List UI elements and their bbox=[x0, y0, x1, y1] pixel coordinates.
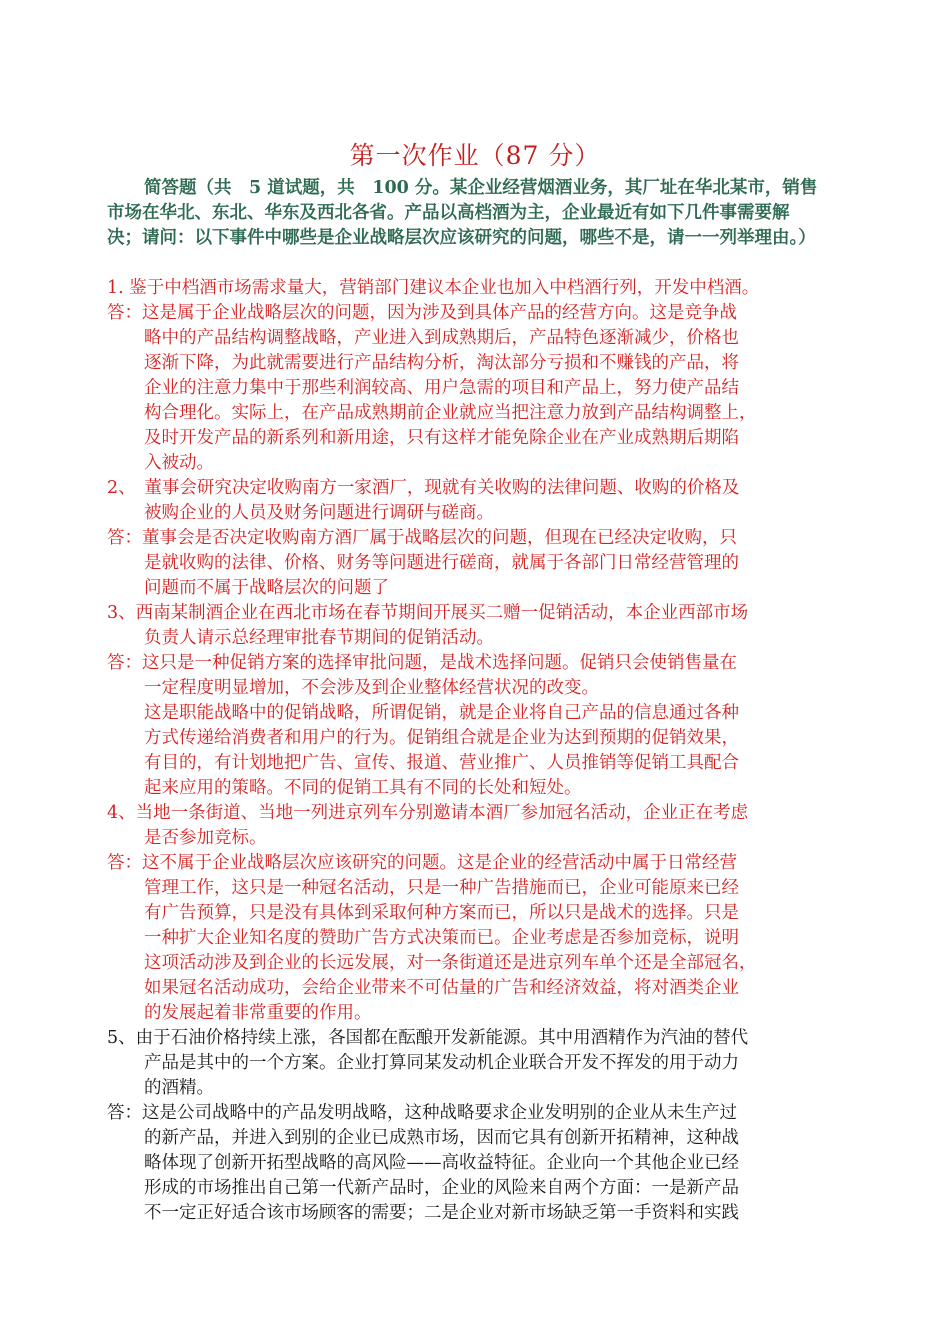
answer-4-line: 答：这不属于企业战略层次应该研究的问题。这是企业的经营活动中属于日常经营 bbox=[107, 853, 737, 873]
answer-5 bbox=[107, 1101, 819, 1226]
answer-3-line: 方式传递给消费者和用户的行为。促销组合就是企业为达到预期的促销效果， bbox=[144, 728, 739, 748]
page-title: 第一次作业（87 分） bbox=[349, 141, 601, 170]
answer-4-line: 的发展起着非常重要的作用。 bbox=[144, 1003, 372, 1023]
answer-1-line: 逐渐下降，为此就需要进行产品结构分析，淘汰部分亏损和不赚钱的产品，将 bbox=[144, 353, 739, 373]
question-2-line: 被购企业的人员及财务问题进行调研与磋商。 bbox=[144, 503, 494, 523]
answer-4-line: 如果冠名活动成功，会给企业带来不可估量的广告和经济效益，将对酒类企业 bbox=[144, 978, 739, 998]
intro-text: 简答题（共 5 道试题，共 100 分。某企业经营烟酒业务，其厂址在华北某市，销售市场在华北、东北、华东及西北各省。产品以高档酒为主，企业最近有如下几件事需要解决；请问：以下事件中哪些是企业战略层次应该研究的问题，哪些不是，请一一列举理由。） bbox=[107, 178, 818, 248]
question-1 bbox=[107, 276, 819, 301]
answer-4-line: 管理工作，这只是一种冠名活动，只是一种广告措施而已，企业可能原来已经 bbox=[144, 878, 739, 898]
question-1-line: 1. 鉴于中档酒市场需求量大，营销部门建议本企业也加入中档酒行列，开发中档酒。 bbox=[107, 278, 760, 298]
answer-2-line: 问题而不属于战略层次的问题了 bbox=[144, 578, 389, 598]
question-5 bbox=[107, 1026, 819, 1101]
answer-4-line: 一种扩大企业知名度的赞助广告方式决策而已。企业考虑是否参加竞标，说明 bbox=[144, 928, 739, 948]
answer-2-line: 答：董事会是否决定收购南方酒厂属于战略层次的问题，但现在已经决定收购，只 bbox=[107, 528, 737, 548]
answer-3-line: 答：这只是一种促销方案的选择审批问题，是战术选择问题。促销只会使销售量在 bbox=[107, 653, 737, 673]
question-3-line: 负责人请示总经理审批春节期间的促销活动。 bbox=[144, 628, 494, 648]
question-2 bbox=[107, 476, 819, 526]
question-3-line: 3、西南某制酒企业在西北市场在春节期间开展买二赠一促销活动，本企业西部市场 bbox=[107, 603, 749, 623]
answer-4 bbox=[107, 851, 819, 1026]
answer-3-line: 有目的，有计划地把广告、宣传、报道、营业推广、人员推销等促销工具配合 bbox=[144, 753, 739, 773]
question-5-line: 产品是其中的一个方案。企业打算同某发动机企业联合开发不挥发的用于动力 bbox=[144, 1053, 739, 1073]
answer-4-line: 这项活动涉及到企业的长远发展，对一条街道还是进京列车单个还是全部冠名， bbox=[144, 953, 757, 973]
answer-1 bbox=[107, 301, 819, 476]
answer-1-line: 企业的注意力集中于那些利润较高、用户急需的项目和产品上，努力使产品结 bbox=[144, 378, 739, 398]
question-4 bbox=[107, 801, 819, 851]
answer-3-line: 起来应用的策略。不同的促销工具有不同的长处和短处。 bbox=[144, 778, 582, 798]
answer-3-line: 一定程度明显增加，不会涉及到企业整体经营状况的改变。 bbox=[144, 678, 599, 698]
question-3 bbox=[107, 601, 819, 651]
answer-1-line: 答：这是属于企业战略层次的问题，因为涉及到具体产品的经营方向。这是竞争战 bbox=[107, 303, 737, 323]
answer-2-line: 是就收购的法律、价格、财务等问题进行磋商，就属于各部门日常经营管理的 bbox=[144, 553, 739, 573]
answer-1-line: 构合理化。实际上，在产品成熟期前企业就应当把注意力放到产品结构调整上， bbox=[144, 403, 757, 423]
question-4-line: 4、当地一条街道、当地一列进京列车分别邀请本酒厂参加冠名活动，企业正在考虑 bbox=[107, 803, 749, 823]
question-2-line: 2、 董事会研究决定收购南方一家酒厂，现就有关收购的法律问题、收购的价格及 bbox=[107, 478, 740, 498]
answer-5-line: 略体现了创新开拓型战略的高风险——高收益特征。企业向一个其他企业已经 bbox=[144, 1153, 739, 1173]
answer-5-line: 的新产品，并进入到别的企业已成熟市场，因而它具有创新开拓精神，这种战 bbox=[144, 1128, 739, 1148]
answer-3-line: 这是职能战略中的促销战略，所谓促销，就是企业将自己产品的信息通过各种 bbox=[144, 703, 739, 723]
answer-5-line: 不一定正好适合该市场顾客的需要；二是企业对新市场缺乏第一手资料和实践 bbox=[144, 1203, 739, 1223]
answer-3 bbox=[107, 651, 819, 801]
answer-5-line: 答：这是公司战略中的产品发明战略，这种战略要求企业发明别的企业从未生产过 bbox=[107, 1103, 737, 1123]
answer-4-line: 有广告预算，只是没有具体到采取何种方案而已，所以只是战术的选择。只是 bbox=[144, 903, 739, 923]
question-5-line: 的酒精。 bbox=[144, 1078, 214, 1098]
intro-paragraph bbox=[107, 176, 819, 251]
answer-5-line: 形成的市场推出自己第一代新产品时，企业的风险来自两个方面：一是新产品 bbox=[144, 1178, 739, 1198]
answer-1-line: 略中的产品结构调整战略，产业进入到成熟期后，产品特色逐渐减少，价格也 bbox=[144, 328, 739, 348]
answer-2 bbox=[107, 526, 819, 601]
question-4-line: 是否参加竞标。 bbox=[144, 828, 267, 848]
answer-1-line: 及时开发产品的新系列和新用途，只有这样才能免除企业在产业成熟期后期陷 bbox=[144, 428, 739, 448]
answer-1-line: 入被动。 bbox=[144, 453, 214, 473]
question-5-line: 5、由于石油价格持续上涨，各国都在酝酿开发新能源。其中用酒精作为汽油的替代 bbox=[107, 1028, 749, 1048]
